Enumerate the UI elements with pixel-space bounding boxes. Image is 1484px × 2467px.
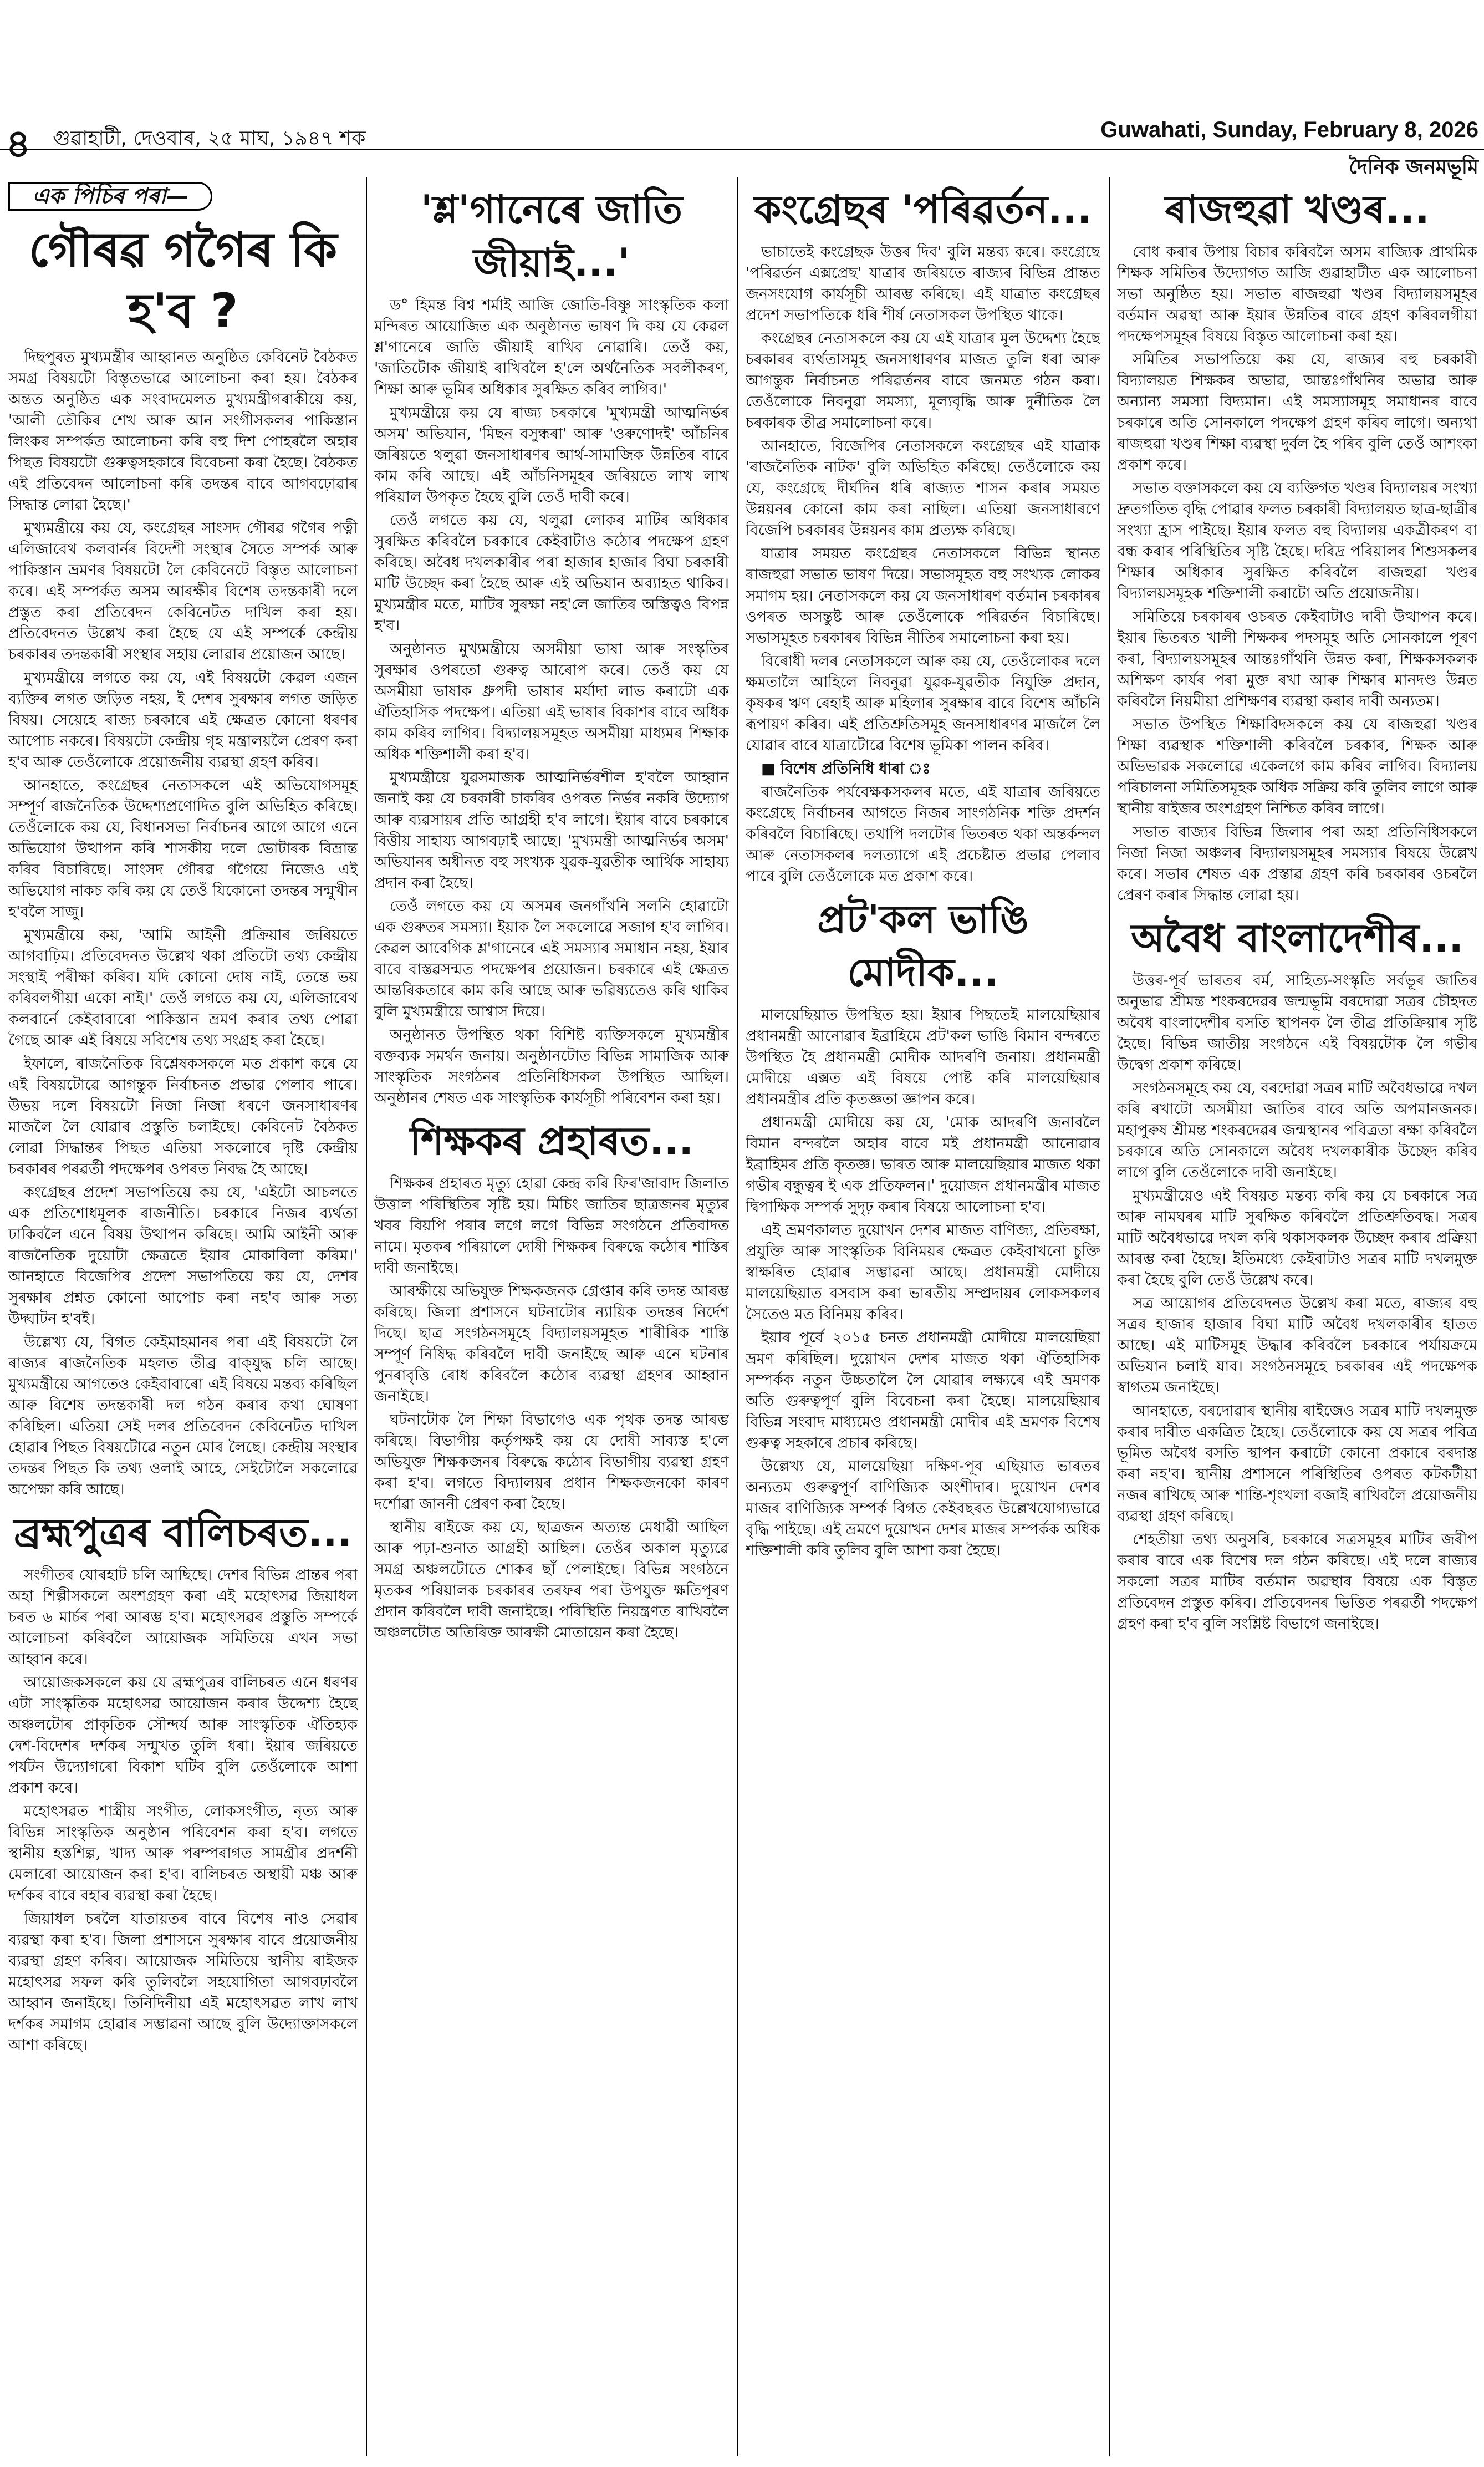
article-paragraph: মহোৎসৱত শাস্ত্ৰীয় সংগীত, লোকসংগীত, নৃত্য আৰু বিভিন্ন সাংস্কৃতিক অনুষ্ঠান পৰিবেশন কৰা হ'ব। লগতে স্থানীয় হস্তশিল্প, খাদ্য আৰু পৰম্পৰাগত সামগ্ৰীৰ প্ৰদৰ্শনী মেলাৰো আয়োজন কৰা হ'ব। বালিচৰত অস্থায়ী মঞ্চ আৰু দৰ্শকৰ বাবে বহাৰ ব্যৱস্থা কৰা হৈছে। xyxy=(8,1803,358,1904)
article-paragraph: আনহাতে, বিজেপিৰ নেতাসকলে কংগ্ৰেছৰ এই যাত্ৰাক 'ৰাজনৈতিক নাটক' বুলি অভিহিত কৰিছে। তেওঁলোকে কয় যে, কংগ্ৰেছে দীৰ্ঘদিন ধৰি ৰাজ্যত শাসন কৰাৰ সময়ত উন্নয়নৰ কোনো কাম কৰা নাছিল। এতিয়া জনসাধাৰণে বিজেপি চৰকাৰৰ উন্নয়নৰ কাম প্ৰত্যক্ষ কৰিছে। xyxy=(746,438,1100,539)
article-paragraph: শিক্ষকৰ প্ৰহাৰত মৃত্যু হোৱা কেন্দ্ৰ কৰি ফিৰ'জাবাদ জিলাত উত্তাল পৰিস্থিতিৰ সৃষ্টি হয়। মিচিং জাতিৰ ছাত্ৰজনৰ মৃত্যুৰ খবৰ বিয়পি পৰাৰ লগে লগে বিভিন্ন সংগঠনে প্ৰতিবাদত নামে। মৃতকৰ পৰিয়ালে দোষী শিক্ষকৰ বিৰুদ্ধে কঠোৰ শাস্তিৰ দাবী জনাইছে। xyxy=(374,1175,729,1276)
article-paragraph: অনুষ্ঠানত মুখ্যমন্ত্ৰীয়ে অসমীয়া ভাষা আৰু সংস্কৃতিৰ সুৰক্ষাৰ ওপৰতো গুৰুত্ব আৰোপ কৰে। তেওঁ কয় যে অসমীয়া ভাষাক ধ্ৰুপদী ভাষাৰ মৰ্যাদা লাভ কৰাটো এক ঐতিহাসিক পদক্ষেপ। এতিয়া এই ভাষাৰ বিকাশৰ বাবে অধিক কাম কৰিব লাগিব। বিদ্যালয়সমূহত অসমীয়া মাধ্যমৰ শিক্ষাক অধিক শক্তিশালী কৰা হ'ব। xyxy=(374,640,729,763)
article-paragraph: প্ৰধানমন্ত্ৰী মোদীয়ে কয় যে, 'মোক আদৰণি জনাবলৈ বিমান বন্দৰলৈ অহাৰ বাবে মই প্ৰধানমন্ত্ৰী আনোৱাৰ ইব্ৰাহিমৰ প্ৰতি কৃতজ্ঞ। ভাৰত আৰু মালয়েছিয়াৰ মাজত থকা গভীৰ বন্ধুত্বৰ ই এক প্ৰতিফলন।' দুয়োজন প্ৰধানমন্ত্ৰীৰ মাজত দ্বিপাক্ষিক সম্পৰ্ক সুদৃঢ় কৰাৰ বিষয়ে আলোচনা হ'ব। xyxy=(746,1114,1100,1215)
article-paragraph: বিৰোধী দলৰ নেতাসকলে আৰু কয় যে, তেওঁলোকৰ দলে ক্ষমতালৈ আহিলে নিবনুৱা যুৱক-যুৱতীক নিযুক্তি প্ৰদান, কৃষকৰ ঋণ ৰেহাই আৰু মহিলাৰ সুৰক্ষাৰ বাবে বিশেষ আঁচনি ৰূপায়ণ কৰিব। এই প্ৰতিশ্ৰুতিসমূহ জনসাধাৰণৰ মাজলৈ লৈ যোৱাৰ বাবে যাত্ৰাটোৱে বিশেষ ভূমিকা পালন কৰিব। xyxy=(746,653,1100,754)
article-paragraph: তেওঁ লগতে কয় যে, থলুৱা লোকৰ মাটিৰ অধিকাৰ সুৰক্ষিত কৰিবলৈ চৰকাৰে কেইবাটাও কঠোৰ পদক্ষেপ গ্ৰহণ কৰিছে। অবৈধ দখলকাৰীৰ পৰা হাজাৰ হাজাৰ বিঘা চৰকাৰী মাটি উচ্ছেদ কৰা হৈছে আৰু এই অভিযান অব্যাহত থাকিব। মুখ্যমন্ত্ৰীৰ মতে, মাটিৰ সুৰক্ষা নহ'লে জাতিৰ অস্তিত্বও বিপন্ন হ'ব। xyxy=(374,512,729,634)
article-paragraph: ঘটনাটোক লৈ শিক্ষা বিভাগেও এক পৃথক তদন্ত আৰম্ভ কৰিছে। বিভাগীয় কৰ্তৃপক্ষই কয় যে দোষী সাব্যস্ত হ'লে অভিযুক্ত শিক্ষকজনৰ বিৰুদ্ধে কঠোৰ বিভাগীয় ব্যৱস্থা গ্ৰহণ কৰা হ'ব। লগতে বিদ্যালয়ৰ প্ৰধান শিক্ষকজনকো কাৰণ দৰ্শোৱা জাননী প্ৰেৰণ কৰা হৈছে। xyxy=(374,1411,729,1513)
article-paragraph: দিছপুৰত মুখ্যমন্ত্ৰীৰ আহ্বানত অনুষ্ঠিত কেবিনেট বৈঠকত সমগ্ৰ বিষয়টো বিস্তৃতভাৱে আলোচনা কৰা হয়। বৈঠকৰ অন্তত অনুষ্ঠিত এক সংবাদমেলত মুখ্যমন্ত্ৰীগৰাকীয়ে কয়, 'আলী তৌকিৰ শেখ আৰু আন সংগীসকলৰ পাকিস্তান লিংকৰ সম্পৰ্কত আলোচনা কৰি বহু দিশ পোহৰলৈ অহাৰ পিছত বিষয়টো গুৰুত্বসহকাৰে বিবেচনা কৰা হৈছে। বৈঠকত এই প্ৰতিবেদন আলোচনা কৰি তদন্তৰ বাবে আগবঢ়োৱাৰ সিদ্ধান্ত লোৱা হৈছে।' xyxy=(8,349,358,513)
page-number: ৪ xyxy=(6,121,31,166)
article-paragraph: মুখ্যমন্ত্ৰীয়ে কয় যে ৰাজ্য চৰকাৰে 'মুখ্যমন্ত্ৰী আত্মনিৰ্ভৰ অসম' অভিযান, 'মিছন বসুন্ধৰা' আৰু 'ওৰুণোদই' আঁচনিৰ জৰিয়তে থলুৱা জনসাধাৰণৰ আৰ্থ-সামাজিক উন্নতিৰ বাবে কাম কৰি আছে। এই আঁচনিসমূহৰ জৰিয়তে লাখ লাখ পৰিয়াল উপকৃত হৈছে বুলি তেওঁ দাবী কৰে। xyxy=(374,404,729,506)
article-paragraph: মুখ্যমন্ত্ৰীয়ে কয় যে, কংগ্ৰেছৰ সাংসদ গৌৰৱ গগৈৰ পত্নী এলিজাবেথ কলবাৰ্নৰ বিদেশী সংস্থাৰ সৈতে সম্পৰ্ক আৰু পাকিস্তান ভ্ৰমণৰ বিষয়টো লৈ কেবিনেটে বিস্তৃত আলোচনা কৰে। এই সম্পৰ্কত অসম আৰক্ষীৰ বিশেষ তদন্তকাৰী দলে প্ৰস্তুত কৰা প্ৰতিবেদন কেবিনেটত দাখিল কৰা হয়। প্ৰতিবেদনত উল্লেখ কৰা হৈছে যে এই সম্পৰ্কে কেন্দ্ৰীয় চৰকাৰৰ তদন্তকাৰী সংস্থাৰ সহায় লোৱাৰ প্ৰয়োজন আছে। xyxy=(8,520,358,663)
page-date: গুৱাহাটী, দেওবাৰ, ২৫ মাঘ, ১৯৪৭ শক xyxy=(53,127,366,150)
headline-slogan: 'শ্ল'গানেৰে জাতি জীয়াই...' xyxy=(420,187,683,286)
headline-congress: কংগ্ৰেছৰ 'পৰিৱৰ্তন... xyxy=(754,187,1092,232)
page-header xyxy=(0,0,1484,179)
article-paragraph: স্থানীয় ৰাইজে কয় যে, ছাত্ৰজন অত্যন্ত মেধাৱী আছিল আৰু পঢ়া-শুনাত আগ্ৰহী আছিল। তেওঁৰ অকাল মৃত্যুৱে সমগ্ৰ অঞ্চলটোতে শোকৰ ছাঁ পেলাইছে। বিভিন্ন সংগঠনে মৃতকৰ পৰিয়ালক চৰকাৰৰ তৰফৰ পৰা উপযুক্ত ক্ষতিপূৰণ প্ৰদান কৰিবলৈ দাবী জনাইছে। পৰিস্থিতি নিয়ন্ত্ৰণত ৰাখিবলৈ অঞ্চলটোত অতিৰিক্ত আৰক্ষী মোতায়েন কৰা হৈছে। xyxy=(374,1519,729,1641)
column-1 xyxy=(8,177,358,2456)
article-paragraph: ইয়াৰ পূৰ্বে ২০১৫ চনত প্ৰধানমন্ত্ৰী মোদীয়ে মালয়েছিয়া ভ্ৰমণ কৰিছিল। দুয়োখন দেশৰ মাজত থকা ঐতিহাসিক সম্পৰ্কক নতুন উচ্চতালৈ লৈ যোৱাৰ লক্ষ্যৰে এই ভ্ৰমণক অতি গুৰুত্বপূৰ্ণ বুলি বিবেচনা কৰা হৈছে। মালয়েছিয়াৰ বিভিন্ন সংবাদ মাধ্যমেও প্ৰধানমন্ত্ৰী মোদীৰ এই ভ্ৰমণক বিশেষ গুৰুত্ব সহকাৰে প্ৰচাৰ কৰিছে। xyxy=(746,1329,1100,1452)
article-paragraph: তেওঁ লগতে কয় যে অসমৰ জনগাঁথনি সলনি হোৱাটো এক গুৰুতৰ সমস্যা। ইয়াক লৈ সকলোৱে সজাগ হ'ব লাগিব। কেৱল আবেগিক শ্ল'গানেৰে এই সমস্যাৰ সমাধান নহয়, ইয়াৰ বাবে বাস্তৱসন্মত পদক্ষেপৰ প্ৰয়োজন। চৰকাৰে এই ক্ষেত্ৰত আন্তৰিকতাৰে কাম কৰি আছে আৰু ভৱিষ্যতেও কৰি থাকিব বুলি মুখ্যমন্ত্ৰীয়ে আশ্বাস দিয়ে। xyxy=(374,898,729,1020)
column-divider xyxy=(366,177,367,2456)
article-paragraph: সমিতিয়ে চৰকাৰৰ ওচৰত কেইবাটাও দাবী উত্থাপন কৰে। ইয়াৰ ভিতৰত খালী শিক্ষকৰ পদসমূহ অতি সোনকালে পূৰণ কৰা, বিদ্যালয়সমূহৰ আন্তঃগাঁথনি উন্নত কৰা, শিক্ষকসকলক অশিক্ষণ কাৰ্যৰ পৰা মুক্ত ৰখা আৰু শিক্ষাৰ মানদণ্ড উন্নত কৰিবলৈ নিয়মীয়া প্ৰশিক্ষণৰ ব্যৱস্থা কৰাৰ দাবী অন্যতম। xyxy=(1117,608,1477,710)
article-paragraph: সভাত বক্তাসকলে কয় যে ব্যক্তিগত খণ্ডৰ বিদ্যালয়ৰ সংখ্যা দ্ৰুতগতিত বৃদ্ধি পোৱাৰ ফলত চৰকাৰী বিদ্যালয়ত ছাত্ৰ-ছাত্ৰীৰ সংখ্যা হ্ৰাস পাইছে। ইয়াৰ ফলত বহু বিদ্যালয় একত্ৰীকৰণ বা বন্ধ কৰাৰ পৰিস্থিতিৰ সৃষ্টি হৈছে। দৰিদ্ৰ পৰিয়ালৰ শিশুসকলৰ শিক্ষাৰ অধিকাৰ সুৰক্ষিত কৰিবলৈ ৰাজহুৱা খণ্ডৰ বিদ্যালয়সমূহক শক্তিশালী কৰাটো অতি প্ৰয়োজনীয়। xyxy=(1117,480,1477,602)
article-paragraph: সভাত উপস্থিত শিক্ষাবিদসকলে কয় যে ৰাজহুৱা খণ্ডৰ শিক্ষা ব্যৱস্থাক শক্তিশালী কৰিবলৈ চৰকাৰ, শিক্ষক আৰু অভিভাৱক সকলোৱে একেলগে কাম কৰিব লাগিব। বিদ্যালয় পৰিচালনা সমিতিসমূহক অধিক সক্ৰিয় কৰি তুলিব লাগে আৰু স্থানীয় ৰাইজৰ অংশগ্ৰহণ নিশ্চিত কৰিব লাগে। xyxy=(1117,716,1477,817)
article-paragraph: সংগীতৰ যোৰহাট চলি আছিছে। দেশৰ বিভিন্ন প্ৰান্তৰ পৰা অহা শিল্পীসকলে অংশগ্ৰহণ কৰা এই মহোৎসৱ জিয়াধল চৰত ৬ মাৰ্চৰ পৰা আৰম্ভ হ'ব। মহোৎসৱৰ প্ৰস্তুতি সম্পৰ্কে আলোচনা কৰিবলৈ আয়োজক সমিতিয়ে এখন সভা আহ্বান কৰে। xyxy=(8,1566,358,1668)
article-paragraph: ইফালে, ৰাজনৈতিক বিশ্লেষকসকলে মত প্ৰকাশ কৰে যে এই বিষয়টোৱে আগন্তুক নিৰ্বাচনত প্ৰভাৱ পেলাব পাৰে। উভয় দলে বিষয়টো নিজা নিজা ধৰণে জনসাধাৰণৰ মাজলৈ লৈ যোৱাৰ প্ৰস্তুতি চলাইছে। কেবিনেট বৈঠকত লোৱা সিদ্ধান্তৰ পিছত এতিয়া সকলোৰে দৃষ্টি কেন্দ্ৰীয় চৰকাৰৰ পৰৱৰ্তী পদক্ষেপৰ ওপৰত নিবদ্ধ হৈ আছে। xyxy=(8,1055,358,1178)
byline-city: ধাৰা ঃ xyxy=(879,760,931,777)
article-paragraph: শেহতীয়া তথ্য অনুসৰি, চৰকাৰে সত্ৰসমূহৰ মাটিৰ জৰীপ কৰাৰ বাবে এক বিশেষ দল গঠন কৰিছে। এই দলে ৰাজ্যৰ সকলো সত্ৰৰ মাটিৰ বৰ্তমান অৱস্থাৰ বিষয়ে এক বিস্তৃত প্ৰতিবেদন প্ৰস্তুত কৰিব। প্ৰতিবেদনৰ ভিত্তিত পৰৱৰ্তী পদক্ষেপ গ্ৰহণ কৰা হ'ব বুলি সংশ্লিষ্ট বিভাগে জনাইছে। xyxy=(1117,1531,1477,1632)
article-paragraph: মুখ্যমন্ত্ৰীয়ে যুৱসমাজক আত্মনিৰ্ভৰশীল হ'বলৈ আহ্বান জনাই কয় যে চৰকাৰী চাকৰিৰ ওপৰত নিৰ্ভৰ নকৰি উদ্যোগ আৰু ব্যৱসায়ৰ প্ৰতি আগ্ৰহী হ'ব লাগে। ইয়াৰ বাবে চৰকাৰে বিত্তীয় সাহায্য আগবঢ়াই আছে। 'মুখ্যমন্ত্ৰী আত্মনিৰ্ভৰ অসম' অভিযানৰ অধীনত বহু সংখ্যক যুৱক-যুৱতীক আৰ্থিক সাহায্য প্ৰদান কৰা হৈছে। xyxy=(374,769,729,892)
article-paragraph: ভাচাতেই কংগ্ৰেছক উত্তৰ দিব' বুলি মন্তব্য কৰে। কংগ্ৰেছে 'পৰিৱৰ্তন এক্সপ্ৰেছ' যাত্ৰাৰ জৰিয়তে ৰাজ্যৰ বিভিন্ন প্ৰান্তত জনসংযোগ কাৰ্যসূচী আৰম্ভ কৰিছে। এই যাত্ৰাত কংগ্ৰেছৰ প্ৰদেশ সভাপতিকে ধৰি শীৰ্ষ নেতাসকল উপস্থিত থাকে। xyxy=(746,243,1100,324)
column-3 xyxy=(746,177,1100,2456)
article-paragraph: ৰাজনৈতিক পৰ্যবেক্ষকসকলৰ মতে, এই যাত্ৰাৰ জৰিয়তে কংগ্ৰেছে নিৰ্বাচনৰ আগতে নিজৰ সাংগঠনিক শক্তি প্ৰদৰ্শন কৰিবলৈ বিচাৰিছে। তথাপি দলটোৰ ভিতৰত থকা অন্তৰ্কন্দল আৰু নেতাসকলৰ দলত্যাগে এই প্ৰচেষ্টাত প্ৰভাৱ পেলাব পাৰে বুলি তেওঁলোকে মত প্ৰকাশ কৰে। xyxy=(746,784,1100,885)
article-paragraph: কংগ্ৰেছৰ নেতাসকলে কয় যে এই যাত্ৰাৰ মূল উদ্দেশ্য হৈছে চৰকাৰৰ ব্যৰ্থতাসমূহ জনসাধাৰণৰ মাজত তুলি ধৰা আৰু আগন্তুক নিৰ্বাচনত পৰিৱৰ্তনৰ বাবে জনমত গঠন কৰা। তেওঁলোকে নিবনুৱা সমস্যা, মূল্যবৃদ্ধি আৰু দুৰ্নীতিক লৈ চৰকাৰক তীব্ৰ সমালোচনা কৰে। xyxy=(746,330,1100,431)
byline-label: ■ বিশেষ প্ৰতিনিধি xyxy=(761,760,874,777)
article-paragraph: উল্লেখ্য যে, মালয়েছিয়া দক্ষিণ-পূব এছিয়াত ভাৰতৰ অন্যতম গুৰুত্বপূৰ্ণ বাণিজ্যিক অংশীদাৰ। দুয়োখন দেশৰ মাজৰ বাণিজ্যিক সম্পৰ্ক বিগত কেইবছৰত উল্লেখযোগ্যভাৱে বৃদ্ধি পাইছে। এই ভ্ৰমণে দুয়োখন দেশৰ মাজৰ সম্পৰ্কক অধিক শক্তিশালী কৰি তুলিব বুলি আশা কৰা হৈছে। xyxy=(746,1458,1100,1559)
article-paragraph: সভাত ৰাজ্যৰ বিভিন্ন জিলাৰ পৰা অহা প্ৰতিনিধিসকলে নিজা নিজা অঞ্চলৰ বিদ্যালয়সমূহৰ সমস্যাৰ বিষয়ে উল্লেখ কৰে। সভাৰ শেষত এক প্ৰস্তাৱ গ্ৰহণ কৰি চৰকাৰৰ ওচৰলৈ প্ৰেৰণ কৰাৰ সিদ্ধান্ত লোৱা হয়। xyxy=(1117,823,1477,904)
article-paragraph: আৰক্ষীয়ে অভিযুক্ত শিক্ষকজনক গ্ৰেপ্তাৰ কৰি তদন্ত আৰম্ভ কৰিছে। জিলা প্ৰশাসনে ঘটনাটোৰ ন্যায়িক তদন্তৰ নিৰ্দেশ দিছে। ছাত্ৰ সংগঠনসমূহে বিদ্যালয়সমূহত শাৰীৰিক শাস্তি সম্পূৰ্ণ নিষিদ্ধ কৰিবলৈ দাবী জনাইছে আৰু এনে ঘটনাৰ পুনৰাবৃত্তি ৰোধ কৰিবলৈ কঠোৰ ব্যৱস্থা গ্ৰহণৰ আহ্বান জনাইছে। xyxy=(374,1283,729,1405)
article-paragraph: আনহাতে, কংগ্ৰেছৰ নেতাসকলে এই অভিযোগসমূহ সম্পূৰ্ণ ৰাজনৈতিক উদ্দেশ্যপ্ৰণোদিত বুলি অভিহিত কৰিছে। তেওঁলোকে কয় যে, বিধানসভা নিৰ্বাচনৰ আগে আগে এনে অভিযোগ উত্থাপন কৰি শাসকীয় দলে ভোটাৰক বিভ্ৰান্ত কৰিব বিচাৰিছে। সাংসদ গৌৰৱ গগৈয়ে নিজেও এই অভিযোগ নাকচ কৰি কয় যে তেওঁ যিকোনো তদন্তৰ সন্মুখীন হ'বলৈ সাজু। xyxy=(8,777,358,920)
article-paragraph: ড° হিমন্ত বিশ্ব শৰ্মাই আজি জোতি-বিষ্ণু সাংস্কৃতিক কলা মন্দিৰত আয়োজিত এক অনুষ্ঠানত ভাষণ দি কয় যে কেৱল শ্ল'গানেৰে জাতি জীয়াই ৰাখিব নোৱাৰি। তেওঁ কয়, 'জাতিটোক জীয়াই ৰাখিবলৈ হ'লে অৰ্থনৈতিক সবলীকৰণ, শিক্ষা আৰু ভূমিৰ অধিকাৰ সুৰক্ষিত কৰিব লাগিব।' xyxy=(374,297,729,398)
column-divider xyxy=(737,177,738,2456)
article-paragraph: কংগ্ৰেছৰ প্ৰদেশ সভাপতিয়ে কয় যে, 'এইটো আচলতে এক প্ৰতিশোধমূলক ৰাজনীতি। চৰকাৰে নিজৰ ব্যৰ্থতা ঢাকিবলৈ এনে বিষয় উত্থাপন কৰিছে। আমি আইনী আৰু ৰাজনৈতিক দুয়োটা ক্ষেত্ৰতে ইয়াৰ মোকাবিলা কৰিম।' আনহাতে বিজেপিৰ প্ৰদেশ সভাপতিয়ে কয় যে, দেশৰ সুৰক্ষাৰ প্ৰশ্নত কোনো আপোচ কৰা নহ'ব আৰু সত্য উদ্ঘাটন হ'বই। xyxy=(8,1184,358,1327)
article-paragraph: সমিতিৰ সভাপতিয়ে কয় যে, ৰাজ্যৰ বহু চৰকাৰী বিদ্যালয়ত শিক্ষকৰ অভাৱ, আন্তঃগাঁথনিৰ অভাৱ আৰু অন্যান্য সমস্যা বিদ্যমান। এই সমস্যাসমূহ সমাধানৰ বাবে চৰকাৰে অতি সোনকালে পদক্ষেপ গ্ৰহণ কৰিব লাগে। অন্যথা ৰাজহুৱা খণ্ডৰ শিক্ষা ব্যৱস্থা দুৰ্বল হৈ পৰিব বুলি তেওঁ আশংকা প্ৰকাশ কৰে। xyxy=(1117,351,1477,474)
kicker-label: এক পিচিৰ পৰা— xyxy=(8,182,212,211)
article-paragraph: মুখ্যমন্ত্ৰীয়ে লগতে কয় যে, এই বিষয়টো কেৱল এজন ব্যক্তিৰ লগত জড়িত নহয়, ই দেশৰ সুৰক্ষাৰ লগত জড়িত বিষয়। সেয়েহে ৰাজ্য চৰকাৰে এই ক্ষেত্ৰত কোনো ধৰণৰ আপোচ নকৰে। বিষয়টো কেন্দ্ৰীয় গৃহ মন্ত্ৰালয়লৈ প্ৰেৰণ কৰা হ'ব আৰু তেওঁলোকে প্ৰয়োজনীয় ব্যৱস্থা গ্ৰহণ কৰিব। xyxy=(8,669,358,771)
column-4 xyxy=(1117,177,1477,2456)
article-paragraph: এই ভ্ৰমণকালত দুয়োখন দেশৰ মাজত বাণিজ্য, প্ৰতিৰক্ষা, প্ৰযুক্তি আৰু সাংস্কৃতিক বিনিময়ৰ ক্ষেত্ৰত কেইবাখনো চুক্তি স্বাক্ষৰিত হোৱাৰ সম্ভাৱনা আছে। প্ৰধানমন্ত্ৰী মোদীয়ে মালয়েছিয়াত বসবাস কৰা ভাৰতীয় সম্প্ৰদায়ৰ লোকসকলৰ সৈতেও মত বিনিময় কৰিব। xyxy=(746,1222,1100,1323)
headline-teacher-assault: শিক্ষকৰ প্ৰহাৰত... xyxy=(410,1118,693,1164)
article-paragraph: মুখ্যমন্ত্ৰীয়েও এই বিষয়ত মন্তব্য কৰি কয় যে চৰকাৰে সত্ৰ আৰু নামঘৰৰ মাটি সুৰক্ষিত কৰিবলৈ প্ৰতিশ্ৰুতিবদ্ধ। সত্ৰৰ মাটি অবৈধভাৱে দখল কৰি থকাসকলক উচ্ছেদ কৰাৰ প্ৰক্ৰিয়া আৰম্ভ কৰা হৈছে। ইতিমধ্যে কেইবাটাও সত্ৰৰ মাটি দখলমুক্ত কৰা হৈছে বুলি তেওঁ উল্লেখ কৰে। xyxy=(1117,1187,1477,1289)
article-paragraph xyxy=(746,759,1100,780)
headline-protocol-modi: প্ৰট'কল ভাঙি মোদীক... xyxy=(817,897,1029,995)
headline-public-sector: ৰাজহুৱা খণ্ডৰ... xyxy=(1165,187,1430,232)
article-paragraph: অনুষ্ঠানত উপস্থিত থকা বিশিষ্ট ব্যক্তিসকলে মুখ্যমন্ত্ৰীৰ বক্তব্যক সমৰ্থন জনায়। অনুষ্ঠানটোত বিভিন্ন সামাজিক আৰু সাংস্কৃতিক সংগঠনৰ প্ৰতিনিধিসকল উপস্থিত আছিল। অনুষ্ঠানৰ শেষত এক সাংস্কৃতিক কাৰ্যসূচী পৰিবেশন কৰা হয়। xyxy=(374,1026,729,1107)
article-paragraph: আয়োজকসকলে কয় যে ব্ৰহ্মপুত্ৰৰ বালিচৰত এনে ধৰণৰ এটা সাংস্কৃতিক মহোৎসৱ আয়োজন কৰাৰ উদ্দেশ্য হৈছে অঞ্চলটোৰ প্ৰাকৃতিক সৌন্দৰ্য আৰু সাংস্কৃতিক ঐতিহ্যক দেশ-বিদেশৰ দৰ্শকৰ সন্মুখত তুলি ধৰা। ইয়াৰ জৰিয়তে পৰ্যটন উদ্যোগৰো বিকাশ ঘটিব বুলি তেওঁলোকে আশা প্ৰকাশ কৰে। xyxy=(8,1674,358,1797)
masthead: দৈনিক জনমভূমি xyxy=(1349,156,1478,179)
column-2 xyxy=(374,177,729,2456)
header-rule xyxy=(0,149,1484,150)
article-paragraph: আনহাতে, বৰদোৱাৰ স্থানীয় ৰাইজেও সত্ৰৰ মাটি দখলমুক্ত কৰাৰ দাবীত একত্ৰিত হৈছে। তেওঁলোকে কয় যে সত্ৰৰ পবিত্ৰ ভূমিত অবৈধ বসতি স্থাপন কৰাটো কোনো প্ৰকাৰে বৰদাস্ত কৰা নহ'ব। স্থানীয় প্ৰশাসনে পৰিস্থিতিৰ ওপৰত কটকটীয়া নজৰ ৰাখিছে আৰু শান্তি-শৃংখলা বজাই ৰাখিবলৈ প্ৰয়োজনীয় ব্যৱস্থা গ্ৰহণ কৰিছে। xyxy=(1117,1402,1477,1525)
article-paragraph: বোধ কৰাৰ উপায় বিচাৰ কৰিবলৈ অসম ৰাজ্যিক প্ৰাথমিক শিক্ষক সমিতিৰ উদ্যোগত আজি গুৱাহাটীত এক আলোচনা সভা অনুষ্ঠিত হয়। সভাত ৰাজহুৱা খণ্ডৰ বিদ্যালয়সমূহৰ বৰ্তমান অৱস্থা আৰু ইয়াৰ উন্নতিৰ বাবে গ্ৰহণ কৰিবলগীয়া পদক্ষেপসমূহৰ বিষয়ে বিস্তৃত আলোচনা কৰা হয়। xyxy=(1117,243,1477,345)
article-paragraph: উল্লেখ্য যে, বিগত কেইমাহমানৰ পৰা এই বিষয়টো লৈ ৰাজ্যৰ ৰাজনৈতিক মহলত তীব্ৰ বাক্‌যুদ্ধ চলি আছে। মুখ্যমন্ত্ৰীয়ে আগতেও কেইবাবাৰো এই বিষয়ে মন্তব্য কৰিছিল আৰু বিশেষ তদন্তকাৰী দল গঠন কৰাৰ কথা ঘোষণা কৰিছিল। এতিয়া সেই দলৰ প্ৰতিবেদন কেবিনেটত দাখিল হোৱাৰ পিছত বিষয়টোৱে নতুন মোৰ লৈছে। কেন্দ্ৰীয় সংস্থাৰ তদন্তৰ পিছত কি তথ্য ওলাই আহে, সেইটোলৈ সকলোৱে অপেক্ষা কৰি আছে। xyxy=(8,1334,358,1498)
article-paragraph: সংগঠনসমূহে কয় যে, বৰদোৱা সত্ৰৰ মাটি অবৈধভাৱে দখল কৰি ৰখাটো অসমীয়া জাতিৰ বাবে অতি অপমানজনক। মহাপুৰুষ শ্ৰীমন্ত শংকৰদেৱৰ জন্মস্থানৰ পবিত্ৰতা ৰক্ষা কৰিবলৈ চৰকাৰে অতি সোনকালে অবৈধ দখলকাৰীক উচ্ছেদ কৰিব লাগে বুলি তেওঁলোকে দাবী জনাইছে। xyxy=(1117,1080,1477,1181)
column-divider xyxy=(1109,177,1110,2456)
article-paragraph: জিয়াধল চৰলৈ যাতায়তৰ বাবে বিশেষ নাও সেৱাৰ ব্যৱস্থা কৰা হ'ব। জিলা প্ৰশাসনে সুৰক্ষাৰ বাবে প্ৰয়োজনীয় ব্যৱস্থা গ্ৰহণ কৰিব। আয়োজক সমিতিয়ে স্থানীয় ৰাইজক মহোৎসৱ সফল কৰি তুলিবলৈ সহযোগিতা আগবঢ়াবলৈ আহ্বান জনাইছে। তিনিদিনীয়া এই মহোৎসৱত লাখ লাখ দৰ্শকৰ সমাগম হোৱাৰ সম্ভাৱনা আছে বুলি উদ্যোক্তাসকলে আশা কৰিছে। xyxy=(8,1910,358,2054)
article-paragraph: সত্ৰ আয়োগৰ প্ৰতিবেদনত উল্লেখ কৰা মতে, ৰাজ্যৰ বহু সত্ৰৰ হাজাৰ হাজাৰ বিঘা মাটি অবৈধ দখলকাৰীৰ হাতত আছে। এই মাটিসমূহ উদ্ধাৰ কৰিবলৈ চৰকাৰে পৰ্যায়ক্ৰমে অভিযান চলাই যাব। সংগঠনসমূহে চৰকাৰৰ এই পদক্ষেপক স্বাগতম জনাইছে। xyxy=(1117,1295,1477,1396)
article-paragraph: মুখ্যমন্ত্ৰীয়ে কয়, 'আমি আইনী প্ৰক্ৰিয়াৰ জৰিয়তে আগবাঢ়িম। প্ৰতিবেদনত উল্লেখ থকা প্ৰতিটো তথ্য কেন্দ্ৰীয় সংস্থাই পৰীক্ষা কৰিব। যদি কোনো দোষ নাই, তেন্তে ভয় কৰিবলগীয়া একো নাই।' তেওঁ লগতে কয় যে, এলিজাবেথ কলবাৰ্নে কেইবাবাৰো পাকিস্তান ভ্ৰমণ কৰাৰ তথ্য পোৱা গৈছে আৰু এই বিষয়ে সবিশেষ তথ্য সংগ্ৰহ কৰা হৈছে। xyxy=(8,927,358,1049)
article-paragraph: যাত্ৰাৰ সময়ত কংগ্ৰেছৰ নেতাসকলে বিভিন্ন স্থানত ৰাজহুৱা সভাত ভাষণ দিয়ে। সভাসমূহত বহু সংখ্যক লোকৰ সমাগম হয়। নেতাসকলে কয় যে জনসাধাৰণ বৰ্তমান চৰকাৰৰ ওপৰত অসন্তুষ্ট আৰু তেওঁলোকে পৰিৱৰ্তন বিচাৰিছে। সভাসমূহত চৰকাৰৰ বিভিন্ন নীতিৰ সমালোচনা কৰা হয়। xyxy=(746,545,1100,647)
article-paragraph: মালয়েছিয়াত উপস্থিত হয়। ইয়াৰ পিছতেই মালয়েছিয়াৰ প্ৰধানমন্ত্ৰী আনোৱাৰ ইব্ৰাহিমে প্ৰট'কল ভাঙি বিমান বন্দৰতে উপস্থিত হৈ প্ৰধানমন্ত্ৰী মোদীক আদৰণি জনায়। প্ৰধানমন্ত্ৰী মোদীয়ে এক্সত এই বিষয়ে পোষ্ট কৰি মালয়েছিয়াৰ প্ৰধানমন্ত্ৰীৰ প্ৰতি কৃতজ্ঞতা জ্ঞাপন কৰে। xyxy=(746,1006,1100,1108)
article-paragraph: উত্তৰ-পূৰ্ব ভাৰতৰ বৰ্ম, সাহিত্য-সংস্কৃতি সৰ্বভূৰ জাতিৰ অনুভাৱ শ্ৰীমন্ত শংকৰদেৱৰ জন্মভূমি বৰদোৱা সত্ৰৰ চৌহদত অবৈধ বাংলাদেশীৰ বসতি স্থাপনক লৈ তীব্ৰ প্ৰতিক্ৰিয়াৰ সৃষ্টি হৈছে। বিভিন্ন জাতীয় সংগঠনে এই বিষয়টোক লৈ গভীৰ উদ্বেগ প্ৰকাশ কৰিছে। xyxy=(1117,972,1477,1074)
headline-illegal-bangladeshi: অবৈধ বাংলাদেশীৰ... xyxy=(1131,915,1463,961)
english-date: Guwahati, Sunday, February 8, 2026 xyxy=(1100,118,1478,142)
headline-gaurav-gogoi: গৌৰৱ গগৈৰ কি হ'ব ? xyxy=(28,222,338,339)
headline-brahmaputra: ব্ৰহ্মপুত্ৰৰ বালিচৰত... xyxy=(13,1510,353,1555)
